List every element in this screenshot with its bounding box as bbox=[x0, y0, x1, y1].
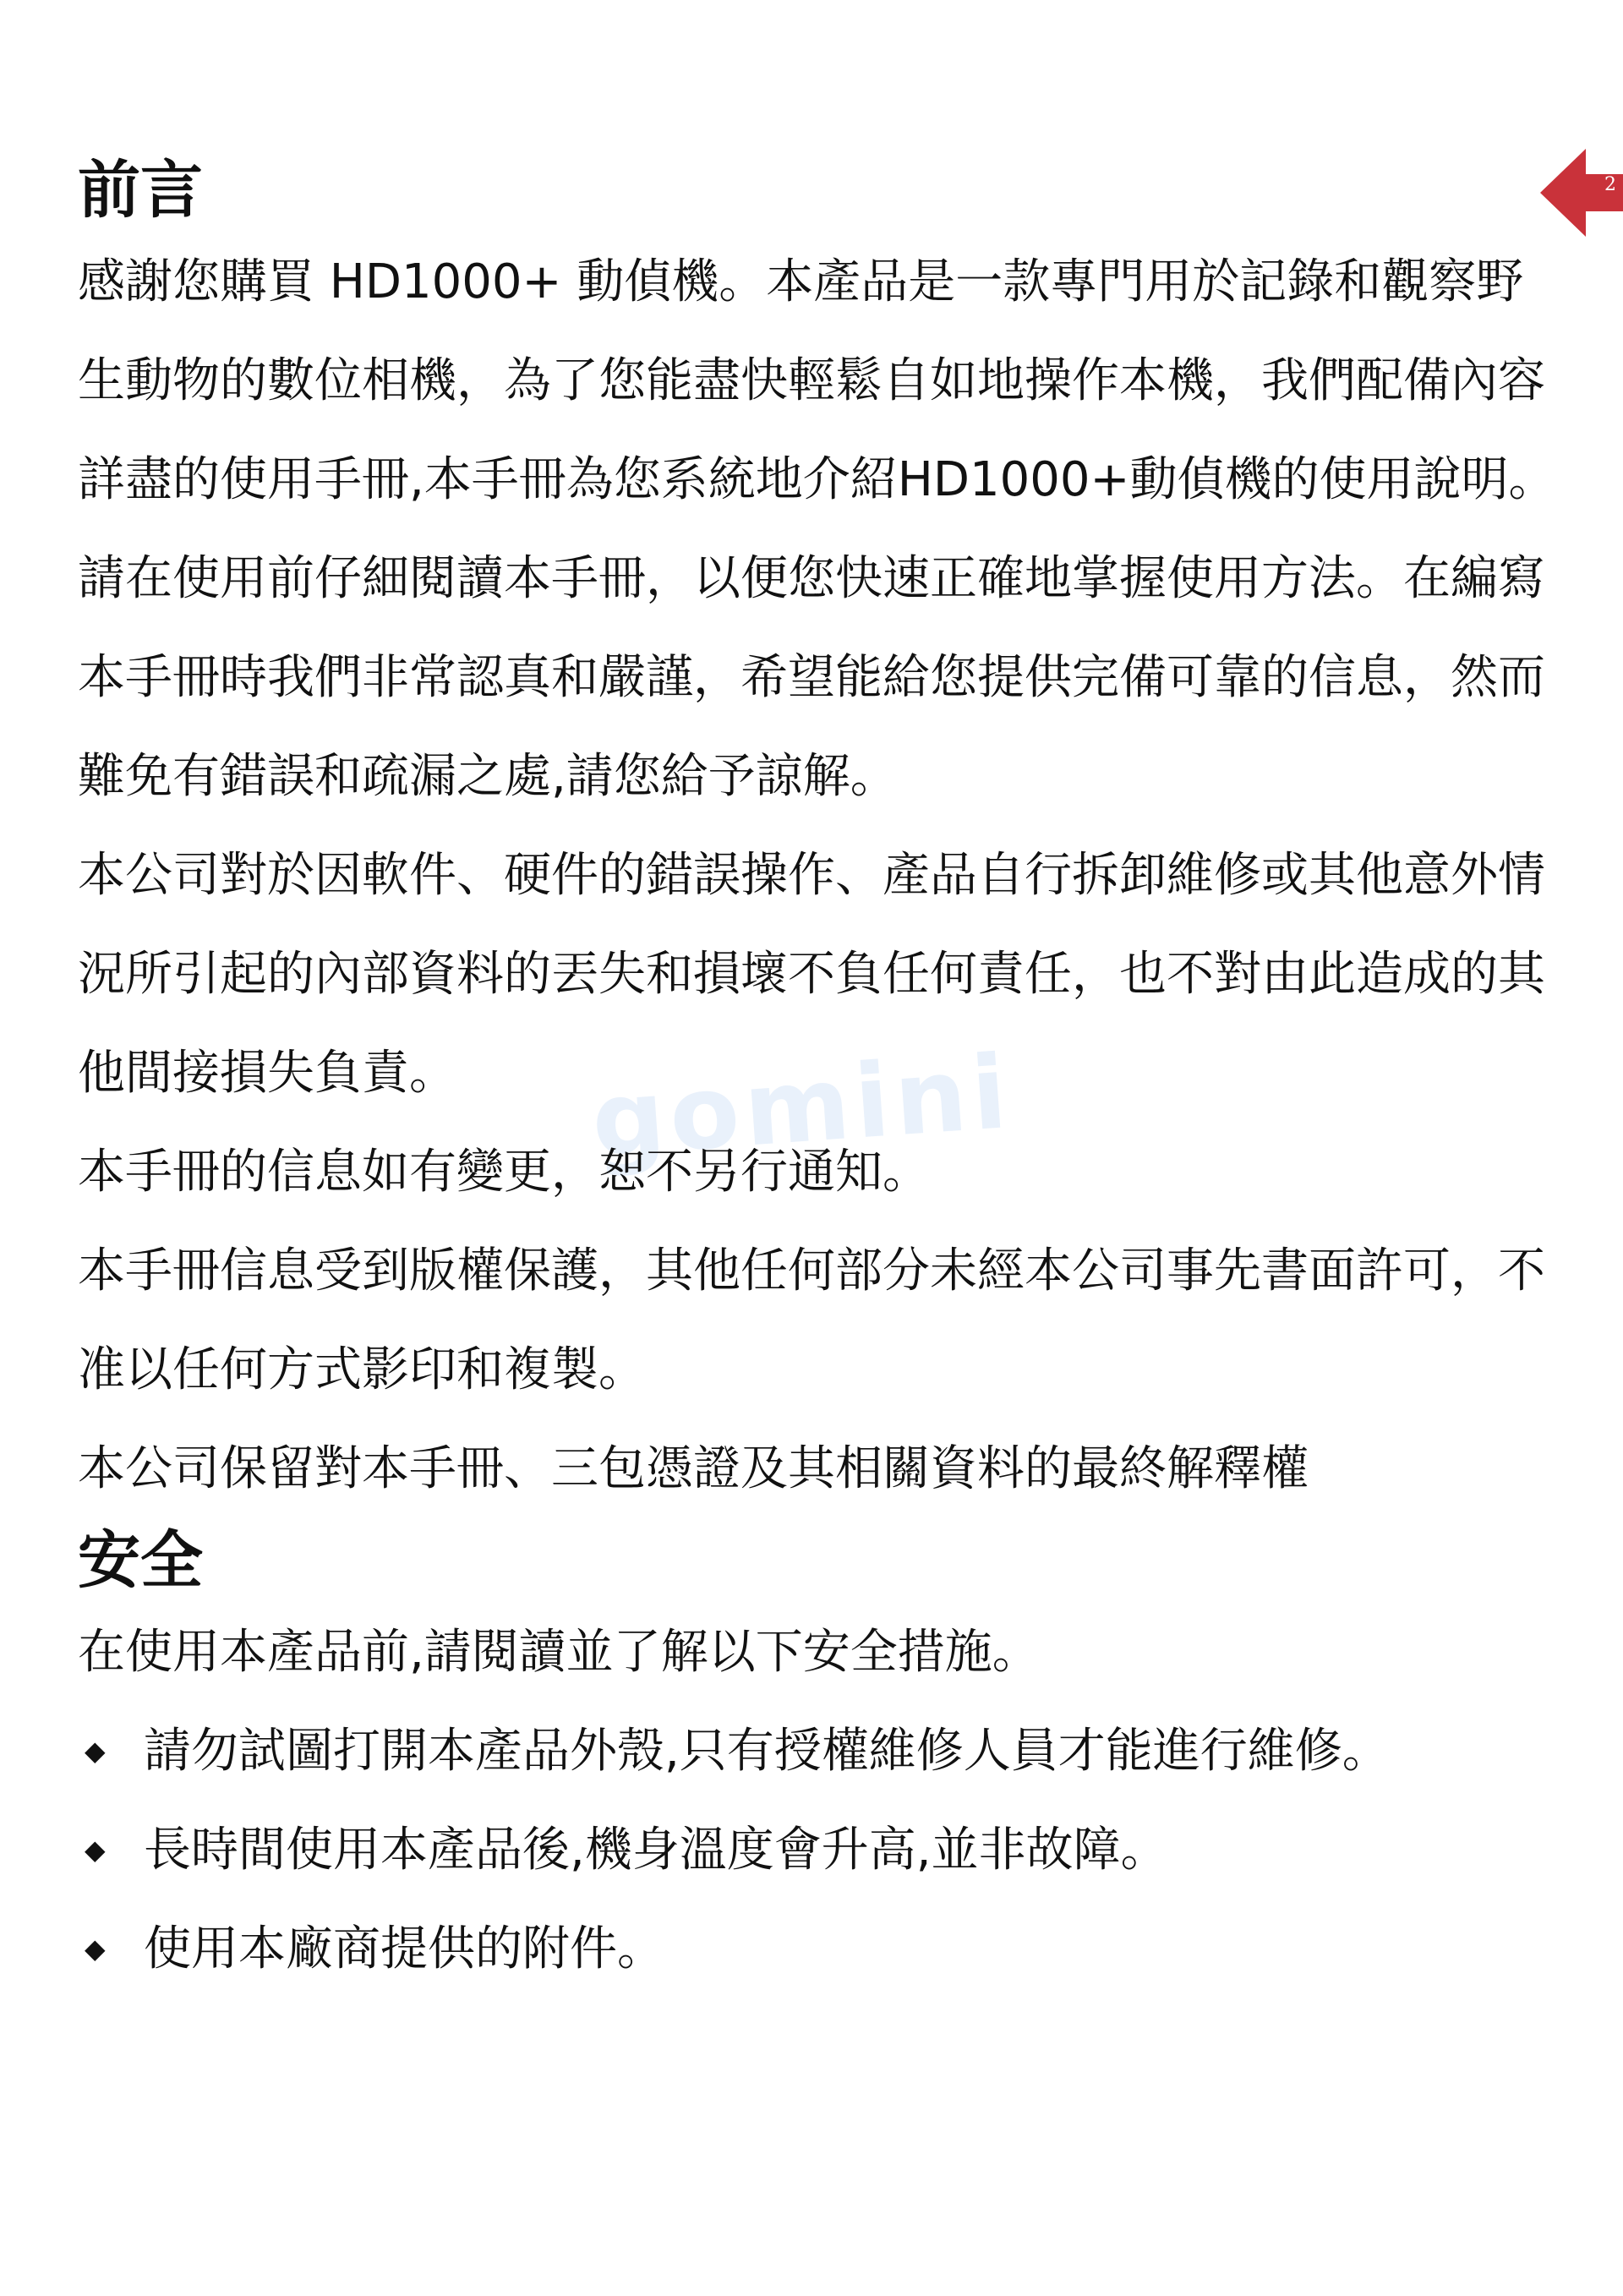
preface-paragraph-liability: 本公司對於因軟件、硬件的錯誤操作、產品自行拆卸維修或其他意外情況所引起的內部資料的丟失和損壞不負任何責任，也不對由此造成的其他間接損失負責。 bbox=[78, 848, 1545, 1101]
safety-list bbox=[78, 1702, 1566, 1998]
preface-paragraph-copyright: 本手冊信息受到版權保護，其他任何部分未經本公司事先書面許可，不准以任何方式影印和複製。 bbox=[78, 1244, 1545, 1397]
preface-paragraph-intro: 感謝您購買 HD1000+ 動偵機。本產品是一款專門用於記錄和觀察野生動物的數位相機，為了您能盡快輕鬆自如地操作本機，我們配備內容詳盡的使用手冊,本手冊為您系統地介紹HD1000+動偵機的使用說明。請在使用前仔細閱讀本手冊，以便您快速正確地掌握使用方法。在編寫本手冊時我們非常認真和嚴謹，希望能給您提供完備可靠的信息，然而難免有錯誤和疏漏之處,請您給予諒解。 bbox=[78, 254, 1556, 804]
safety-heading: 安全 bbox=[78, 1524, 203, 1597]
safety-item-text: 請勿試圖打開本產品外殼,只有授權維修人員才能進行維修。 bbox=[144, 1724, 1390, 1779]
watermark-text: gomini bbox=[587, 1033, 1016, 1181]
preface-section bbox=[78, 148, 1566, 1518]
safety-list-item bbox=[78, 1900, 1566, 1998]
diamond-bullet-icon: ◆ bbox=[85, 1735, 106, 1767]
page-number: 2 bbox=[1604, 174, 1616, 195]
safety-item-text: 長時間使用本產品後,機身溫度會升高,並非故障。 bbox=[144, 1823, 1168, 1878]
preface-paragraph-changes: 本手冊的信息如有變更，恕不另行通知。 bbox=[78, 1145, 930, 1200]
safety-list-item bbox=[78, 1702, 1566, 1801]
safety-item-text: 使用本廠商提供的附件。 bbox=[144, 1922, 664, 1976]
diamond-bullet-icon: ◆ bbox=[85, 1932, 106, 1965]
page-content bbox=[78, 148, 1566, 1998]
preface-heading: 前言 bbox=[78, 154, 203, 227]
preface-paragraph-rights: 本公司保留對本手冊、三包憑證及其相關資料的最終解釋權 bbox=[78, 1441, 1309, 1496]
diamond-bullet-icon: ◆ bbox=[85, 1834, 106, 1866]
safety-section bbox=[78, 1518, 1566, 1998]
safety-list-item bbox=[78, 1801, 1566, 1900]
safety-intro: 在使用本產品前,請閱讀並了解以下安全措施。 bbox=[78, 1625, 1040, 1680]
